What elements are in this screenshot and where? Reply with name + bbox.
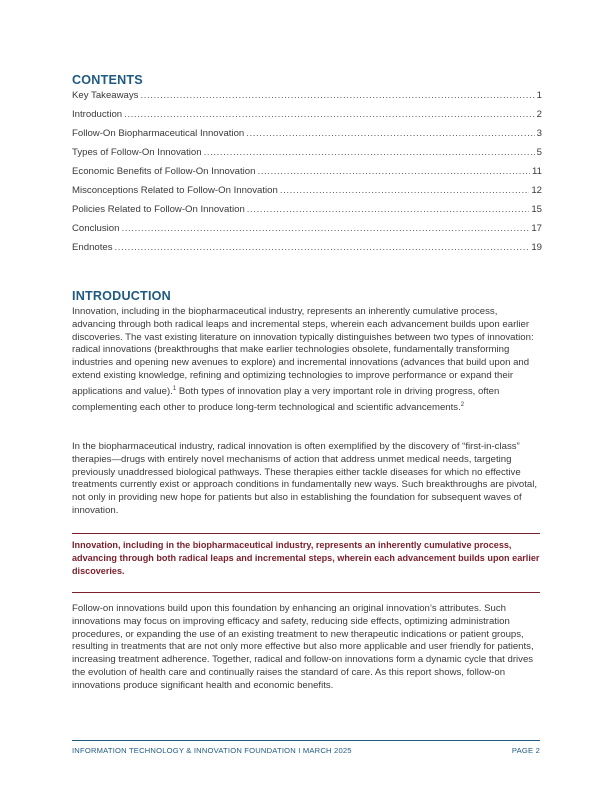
pullquote-top-rule [72, 533, 540, 534]
toc-entry-follow-on-biopharmaceutical-innovation[interactable] [72, 128, 542, 147]
toc-label: Types of Follow-On Innovation [72, 147, 202, 158]
intro-paragraph-3: Follow-on innovations build upon this foundation by enhancing an original innovation’s attributes. Such innovations may focus on improving efficacy and safety, reducing side effects, optimizing administration procedures, or expanding the use of an existing treatment to new therapeutic indications or patient groups, resulting in treatments that are not only more effective but also more applicable and user friendly for patients, increasing treatment adherence. Together, radical and follow-on innovations form a dynamic cycle that drives the evolution of health care and continually raises the standard of care. As this report shows, follow-on innovations produce significant health and economic benefits. [72, 603, 534, 691]
toc-page-number: 12 [531, 185, 542, 196]
introduction-heading: INTRODUCTION [72, 289, 171, 303]
footer-page-number: PAGE 2 [511, 746, 540, 755]
toc-page-number: 2 [536, 109, 542, 120]
toc-dot-leader [204, 147, 535, 158]
toc-dot-leader [124, 109, 535, 120]
toc-label: Conclusion [72, 223, 120, 234]
toc-entry-endnotes[interactable] [72, 242, 542, 261]
toc-label: Economic Benefits of Follow-On Innovation [72, 166, 256, 177]
footer-publisher: INFORMATION TECHNOLOGY & INNOVATION FOUNDATION I MARCH 2025 [72, 746, 352, 755]
toc-page-number: 11 [532, 166, 542, 177]
footer-rule [72, 740, 540, 741]
toc-entry-misconceptions[interactable] [72, 185, 542, 204]
toc-page-number: 17 [531, 223, 542, 234]
toc-label: Policies Related to Follow-On Innovation [72, 204, 245, 215]
toc-dot-leader [247, 204, 530, 215]
toc-entry-types-of-follow-on-innovation[interactable] [72, 147, 542, 166]
toc-label: Follow-On Biopharmaceutical Innovation [72, 128, 245, 139]
toc-label: Key Takeaways [72, 90, 139, 101]
toc-entry-key-takeaways[interactable] [72, 90, 542, 109]
toc-entry-policies[interactable] [72, 204, 542, 223]
toc-page-number: 3 [536, 128, 542, 139]
toc-dot-leader [280, 185, 529, 196]
toc-page-number: 1 [536, 90, 542, 101]
toc-entry-introduction[interactable] [72, 109, 542, 128]
toc-label: Introduction [72, 109, 123, 120]
toc-dot-leader [257, 166, 530, 177]
intro-paragraph-2: In the biopharmaceutical industry, radical innovation is often exemplified by the discovery of “first-in-class” therapies—drugs with entirely novel mechanisms of action that address unmet medical needs, targeting previously unaddressed biological pathways. These therapies either tackle diseases for which no effective treatments currently exist or approach conditions in fundamentally new ways. Such breakthroughs are pivotal, not only in providing new hope for patients but also in establishing the foundation for subsequent waves of innovation. [72, 441, 538, 516]
toc-label: Misconceptions Related to Follow-On Innovation [72, 185, 278, 196]
toc-dot-leader [140, 90, 534, 101]
toc-label: Endnotes [72, 242, 113, 253]
toc-dot-leader [115, 242, 530, 253]
toc-dot-leader [121, 223, 529, 234]
toc-entry-economic-benefits[interactable] [72, 166, 542, 185]
toc-dot-leader [246, 128, 534, 139]
toc-entry-conclusion[interactable] [72, 223, 542, 242]
pullquote: Innovation, including in the biopharmaceutical industry, represents an inherently cumulative process, advancing through both radical leaps and incremental steps, wherein each advancement builds upon earlier discoveries. [72, 540, 540, 577]
contents-heading: CONTENTS [72, 73, 143, 87]
intro-paragraph-1 [72, 306, 542, 415]
toc-page-number: 15 [531, 204, 542, 215]
table-of-contents [72, 90, 542, 261]
endnote-marker-2[interactable]: 2 [460, 401, 465, 408]
toc-page-number: 19 [531, 242, 542, 253]
pullquote-bottom-rule [72, 592, 540, 593]
toc-page-number: 5 [536, 147, 542, 158]
intro-paragraph-1-continued: Both types of innovation play a very important role in driving progress, often complementing each other to produce long-term technological and scientific advancements. [72, 385, 500, 413]
endnote-marker-1[interactable]: 1 [172, 385, 177, 392]
intro-paragraph-1-text: Innovation, including in the biopharmaceutical industry, represents an inherently cumulative process, advancing through both radical leaps and incremental steps, wherein each advancement builds upon earlier discoveries. The vast existing literature on innovation typically distinguishes between two types of innovation: radical innovations (breakthroughs that make earlier technologies obsolete, fundamentally transforming industries and opening new avenues to explore) and incremental innovations (advances that build upon and extend existing knowledge, refining and optimizing technologies to improve performance or expand their applications and value). [72, 306, 534, 397]
